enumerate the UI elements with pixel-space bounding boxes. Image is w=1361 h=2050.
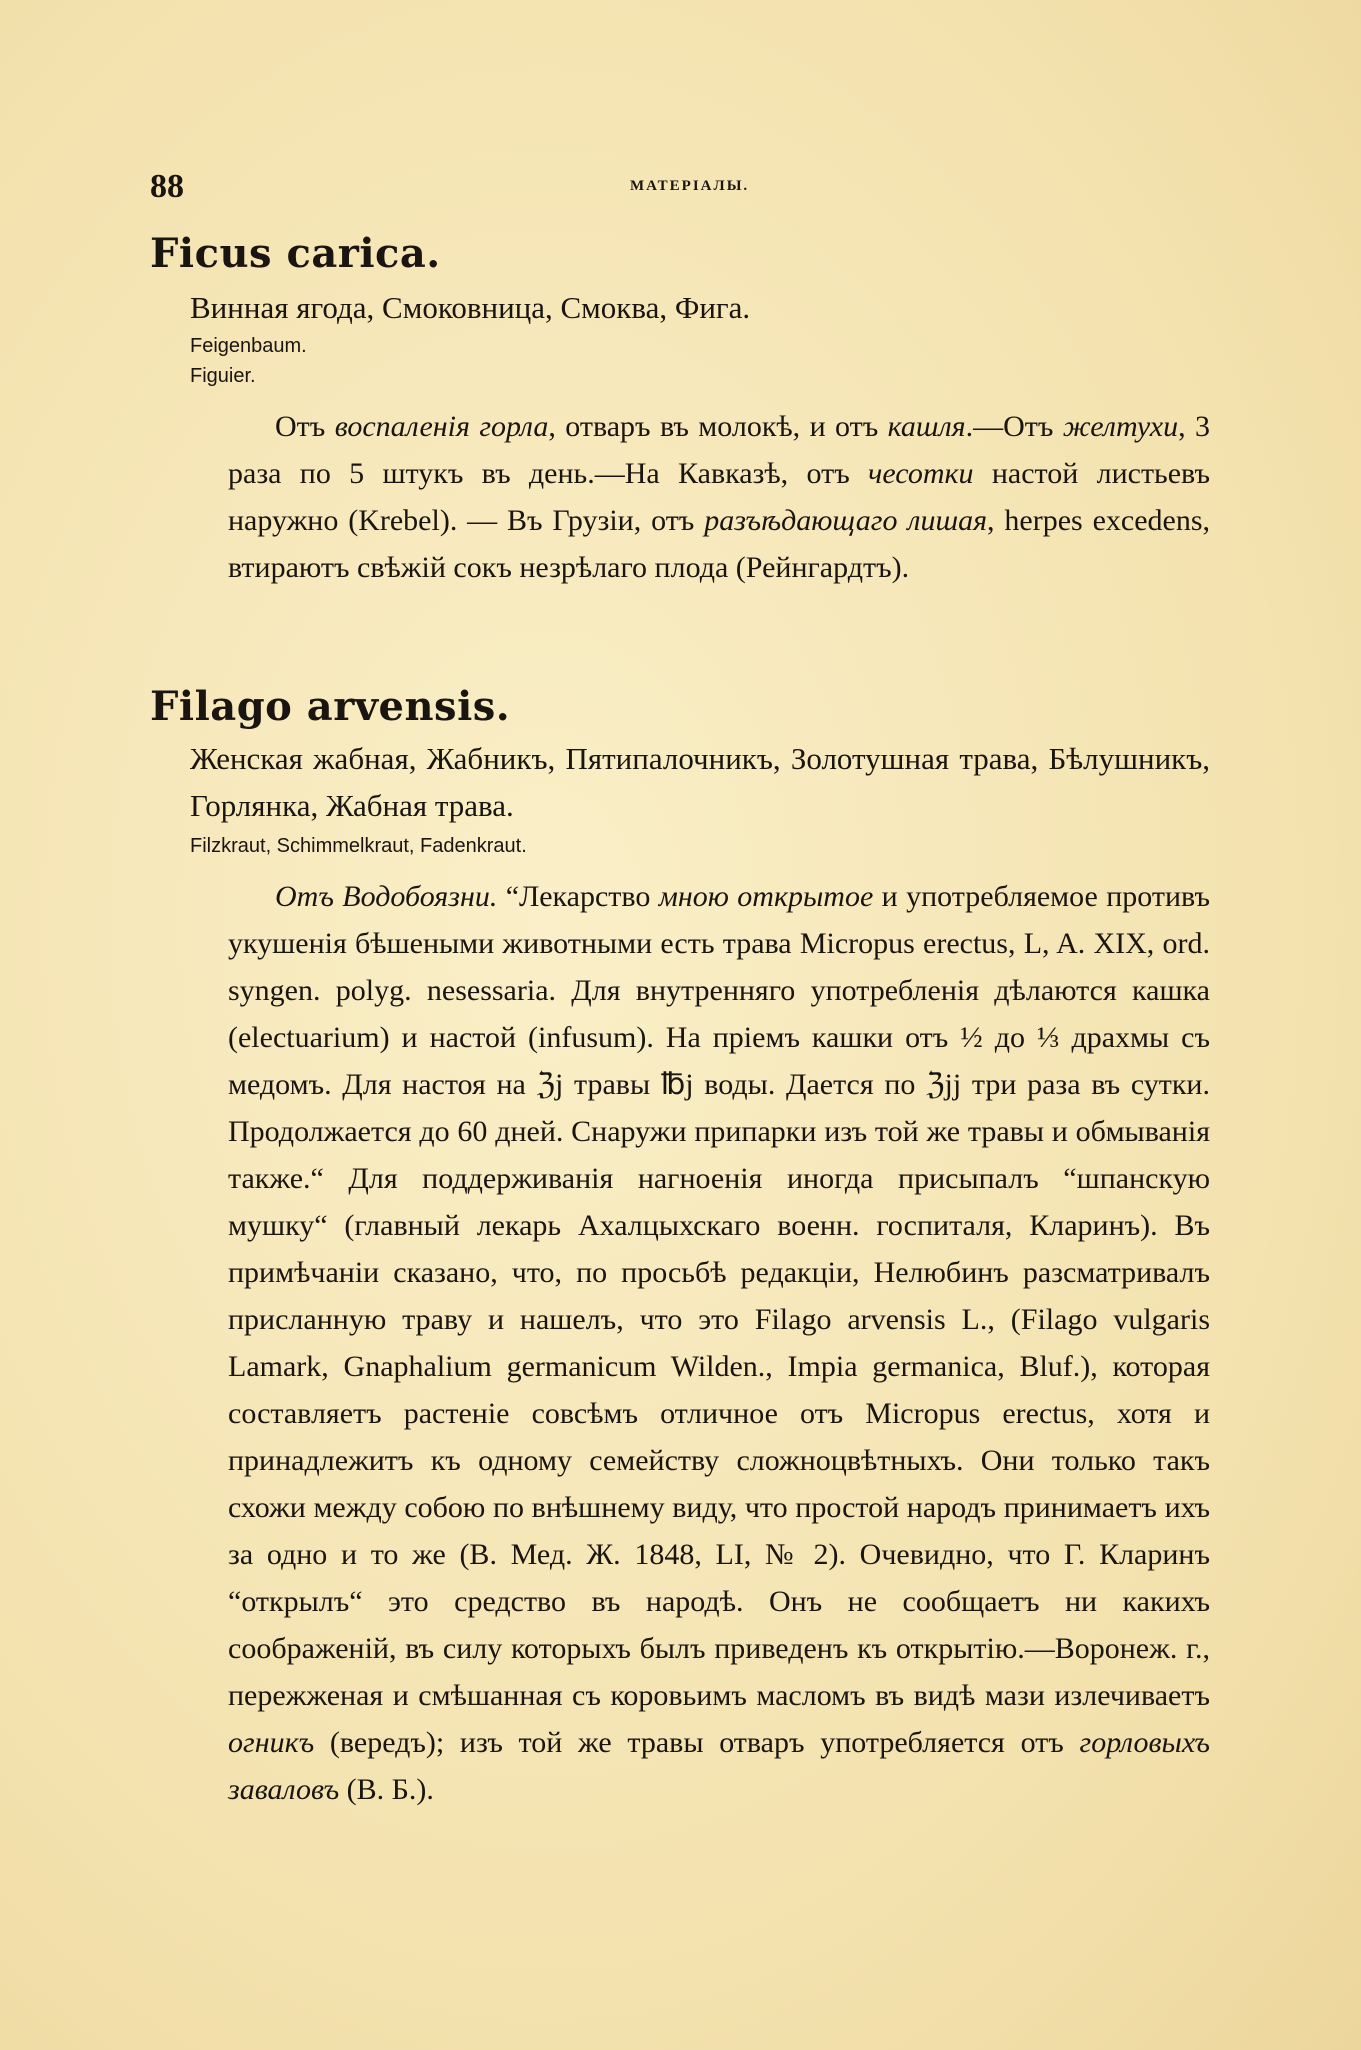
text-run: “Лекарство — [497, 880, 659, 913]
text-run: .—Отъ — [965, 410, 1063, 443]
german-name: Filzkraut, Schimmelkraut, Fadenkraut. — [190, 835, 527, 857]
italic-run: чесотки — [868, 457, 974, 490]
text-run: Отъ — [275, 410, 335, 443]
text-run: и употребляемое противъ укушенія бѣшеными животными есть трава Micropus erectus, L, A. XIX, ord. syngen. polyg. nesessaria. Для внутренняго употребленія дѣлаются кашка (electuarium) и настой (infusum). На пріемъ кашки отъ ½ до ⅓ драхмы съ медомъ. Для настоя на ℨj травы ℔j воды. Дается по ℨjj три раза въ сутки. Продолжается до 60 дней. Снаружи припарки изъ той же травы и обмыванія также.“ Для поддерживанія нагноенія иногда присыпалъ “шпанскую мушку“ (главный лекарь Ахалцыхскаго военн. госпиталя, Кларинъ). Въ примѣчаніи сказано, что, по просьбѣ редакціи, Нелюбинъ разсматривалъ присланную траву и нашелъ, что это Filago arvensis L., (Filago vulgaris Lamark, Gnaphalium germanicum Wilden., Impia germanica, Bluf.), которая составляетъ растеніе совсѣмъ отличное отъ Micropus erectus, хотя и принадлежитъ къ одному семейству сложноцвѣтныхъ. Они только такъ схожи между собою по внѣшнему виду, что простой народъ принимаетъ ихъ за одно и то же (В. Мед. Ж. 1848, LI, № 2). Очевидно, что Г. Кларинъ “открылъ“ это средство въ народѣ. Онъ не сообщаетъ ни какихъ соображеній, въ силу которыхъ былъ приведенъ къ открытію.—Воронеж. г., пережженая и смѣшанная съ коровьимъ масломъ въ видѣ мази излечиваетъ — [228, 880, 1210, 1712]
italic-run: горловыхъ заваловъ — [228, 1726, 1210, 1806]
text-run: настой листьевъ наружно (Krebel). — Въ Грузіи, отъ — [228, 457, 1210, 537]
text-run: , 3 раза по 5 штукъ въ день.—На Кавказѣ, отъ — [228, 410, 1210, 490]
entry-title: Filago arvensis. — [150, 683, 511, 730]
italic-run: кашля — [887, 410, 966, 443]
entry-title: Ficus carica. — [150, 230, 441, 277]
text-run: , отваръ въ молокѣ, и отъ — [548, 410, 888, 443]
italic-run: мною открытое — [658, 880, 874, 913]
italic-run: воспаленія горла — [334, 410, 549, 443]
page — [150, 160, 1210, 1813]
italic-run: огникъ — [228, 1726, 315, 1759]
running-head: МАТЕРІАЛЫ. — [630, 178, 750, 194]
text-run: (вередъ); изъ той же травы отваръ употребляется отъ — [314, 1726, 1080, 1759]
entry-text — [228, 873, 1210, 1813]
italic-run: желтухи — [1062, 410, 1179, 443]
french-name: Figuier. — [190, 365, 256, 387]
italic-run: разъѣдающаго лишая — [704, 504, 988, 537]
page-number: 88 — [150, 168, 184, 205]
page-header — [150, 160, 1210, 210]
text-run: (В. Б.). — [339, 1773, 434, 1806]
russian-names: Винная ягода, Смоковница, Смоква, Фига. — [190, 290, 751, 325]
text-run: , herpes excedens, втираютъ свѣжій сокъ незрѣлаго плода (Рейнгардтъ). — [228, 504, 1211, 584]
entry-ficus-carica — [150, 230, 1210, 591]
entry-text — [228, 403, 1210, 591]
german-name: Feigenbaum. — [190, 335, 307, 357]
italic-run: Отъ Водобоязни. — [275, 880, 498, 913]
russian-names: Женская жабная, Жабникъ, Пятипалочникъ, Золотушная трава, Бѣлушникъ, Горлянка, Жабная трава. — [190, 741, 1210, 823]
entry-filago-arvensis — [150, 683, 1210, 1813]
